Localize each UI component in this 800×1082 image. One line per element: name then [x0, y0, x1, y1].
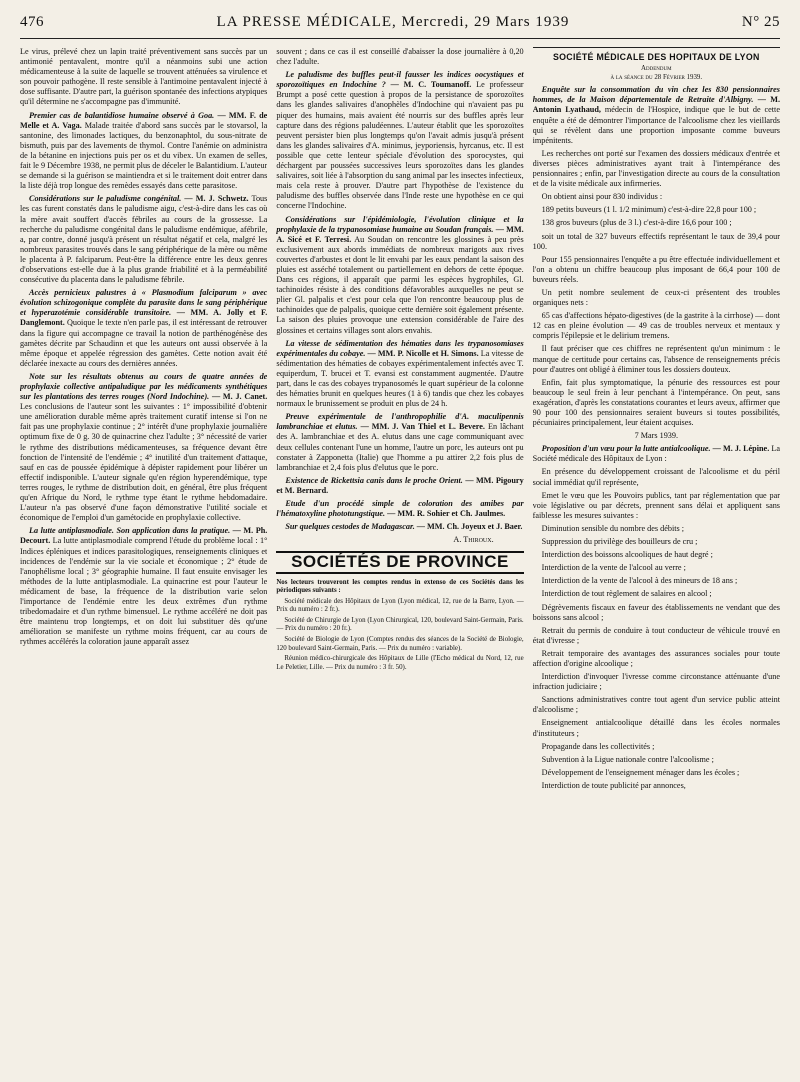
list-item: Sanctions administratives contre tout agent d'un service public atteint d'alcoolisme ;: [532, 695, 780, 715]
article-authors: — MM. J. Van Thiel et L. Bevere.: [360, 422, 485, 432]
article: [20, 372, 267, 523]
periodical-entry: Société de Chirurgie de Lyon (Lyon Chirurgical, 120, boulevard Saint-Germain, Paris. — Prix du numéro : 20 fr.).: [276, 616, 524, 633]
article: [276, 339, 523, 410]
article: [533, 444, 780, 464]
article-title: Considérations sur le paludisme congénital.: [29, 194, 182, 204]
article-title: Sur quelques cestodes de Madagascar.: [285, 522, 415, 532]
column-3: [533, 47, 780, 1077]
article-authors: — MM. Pigoury et M. Bernard.: [276, 475, 524, 495]
periodical-entry: Société médicale des Hôpitaux de Lyon (Lyon médical, 12, rue de la Barre, Lyon. — Prix du numéro : 2 fr.).: [276, 597, 524, 614]
list-item: Propagande dans les collectivités ;: [541, 741, 655, 751]
article-title: La vitesse de sédimentation des hématies dans les trypanosomiases expérimentales du cobaye.: [276, 338, 524, 358]
column-1: [20, 47, 267, 1077]
article-title: Accès pernicieux palustres à « Plasmodium falciparum » avec évolution schizogonique complète du parasite dans le sang périphérique et hyperazotémie considérable transitoire.: [20, 288, 268, 318]
column-2: [276, 47, 523, 1077]
page-number: 476: [20, 14, 44, 30]
session-date: à la séance du 28 Février 1939.: [610, 73, 703, 81]
article-body: La Société médicale des Hôpitaux de Lyon :: [532, 444, 780, 464]
paragraph: 65 cas d'affections hépato-digestives (de la gastrite à la cirrhose) — dont 12 cas en pleine évolution — 49 cas de troubles nerveux et mentaux y compris l'épilepsie et le delirium tremens.: [532, 311, 780, 341]
article-title: Premier cas de balantidiose humaine observé à Goa.: [29, 110, 215, 120]
paragraph: On obtient ainsi pour 830 individus :: [541, 192, 663, 202]
article-title: Existence de Rickettsia canis dans le proche Orient.: [285, 475, 463, 485]
list-item: Interdiction d'invoquer l'ivresse comme circonstance atténuante d'une infraction judiciaire ;: [532, 672, 780, 692]
article: [276, 70, 523, 211]
article-authors: — M. J. Canet.: [211, 392, 268, 402]
article: [20, 526, 267, 647]
periodical-entry: Réunion médico-chirurgicale des Hôpitaux de Lille (l'Echo médical du Nord, 12, rue Le Peletier, Lille. — Prix du numéro : 3 fr. 50).: [276, 655, 524, 671]
article-authors: — MM. F. de Melle et A. Vaga.: [20, 110, 268, 130]
signature: A. Thiroux.: [453, 535, 494, 545]
article-authors: — MM. Ch. Joyeux et J. Baer.: [416, 522, 523, 532]
article-body: Malade traitée d'abord sans succès par le stovarsol, la santonine, des limonades lactiques, du benzonaphtol, du sous-nitrate de bismuth, puis par des lavements de thymol. Contre l'anémie on administra de la bétanine en injections puis per os et du vibex. Un examen de selles, fait le 9 Décembre 1938, ne permit plus de déceler le Balantidium. L'auteur se demande si la guérison se maintiendra et si le traitement doit entrer dans la liste déjà trop longue des remèdes essayés dans cette parasitose.: [20, 120, 268, 191]
article-body: Au Soudan on rencontre les glossines à peu près exclusivement aux abords immédiats de nombreux marigots aux rives couvertes d'arbustes et dont le lit envahi par les eaux pendant la saison des pluies est asséché totalement ou partiellement en dehors de cette époque. Dans ces régions, il apparaît que parmi les espèces hygrophiles, Gl. tachinoides résiste à des conditions défavorables auxquelles ne peut se plier Gl. palpalis et c'est pour cela que l'on rencontre beaucoup plus de tachinoides que de palpalis, quoique cette dernière soit également présente. La saison des pluies provoque une extension considérable de l'aire des glossines et certains villages sont alors envahis.: [276, 234, 524, 335]
list-item: Enseignement antialcoolique détaillé dans les écoles normales d'instituteurs ;: [532, 718, 780, 738]
journal-title: LA PRESSE MÉDICALE, Mercredi, 29 Mars 1939: [216, 14, 570, 30]
article-title: Note sur les résultats obtenus au cours de quatre années de prophylaxie collective antipaludique par les médicaments synthétiques sur les plantations des terres rouges (Nord Indochine).: [20, 371, 268, 402]
article: [276, 412, 523, 473]
paragraph: Le virus, prélevé chez un lapin traité préventivement sans succès par un antimonié pentavalent, montre qu'il a néanmoins subi une action médicamenteuse à la suite de laquelle se trouvent atténuées sa virulence et son pouvoir pathogène. Il reste sensible à l'antimoine pentavalent injecté à dose suffisante. D'autre part, la guérison spontanée des infections atypiques qu'il détermine ne s'accompagne pas d'immunité.: [20, 47, 268, 107]
list-item: Suppression du privilège des bouilleurs de cru ;: [541, 537, 698, 547]
article: [276, 215, 523, 336]
list-item: Subvention à la Ligue nationale contre l'alcoolisme ;: [541, 754, 714, 764]
list-item: Retrait temporaire des avantages des assurances sociales pour toute affection d'origine alcoolique ;: [532, 648, 780, 668]
page-header: [20, 14, 780, 36]
article-title: Considérations sur l'épidémiologie, l'évolution clinique et la prophylaxie de la trypanosomiase humaine au Soudan français.: [276, 214, 524, 234]
paragraph: Enfin, fait plus symptomatique, la pénurie des ressources est pour beaucoup le seul frein à leur penchant à l'intempérance. On peut, sans exagération, d'après les constatations courantes et leurs aveux, affirmer que 90 pour 100 des pensionnaires seraient buveurs si toutes possibilités, pécuniaires principalement, leur étaient acquises.: [532, 377, 780, 428]
article-title: Enquête sur la consommation du vin chez les 830 pensionnaires hommes, de la Maison départementale de Retraite d'Albigny.: [532, 85, 780, 105]
list-item: Interdiction de tout règlement de salaires en alcool ;: [541, 589, 712, 599]
article-authors: — MM. A. Jolly et F. Danglemont.: [20, 308, 268, 328]
paragraph: En présence du développement croissant de l'alcoolisme et du péril social immédiat qu'il représente,: [532, 467, 780, 487]
article-title: Le paludisme des buffles peut-il fausser les indices oocystiques et sporozoïtiques en Indochine ?: [276, 70, 524, 90]
text-columns: [20, 47, 780, 1077]
section-title: SOCIÉTÉ MÉDICALE DES HOPITAUX DE LYON: [553, 52, 760, 62]
periodicals-list: [276, 579, 523, 673]
periodical-entry: Société de Biologie de Lyon (Comptes rendus des séances de la Société de Biologie, 120 boulevard Saint-Germain, Paris. — Prix du numéro : variable).: [276, 636, 524, 652]
article: [20, 288, 267, 369]
article: [276, 522, 523, 532]
article-body: Le professeur Brumpt a posé cette question à propos de la persistance de sporozoïtes dans les glandes salivaires d'anophèles d'Indochine qui n'avaient pas pu piquer des humains, mais avaient été nourris sur des buffles après leur capture dans des régions paludéennes. L'auteur établit que les sporozoïtes peuvent persister bien plus longtemps qu'on l'avait admis jusqu'à présent dans les glandes salivaires d'A. minimus, jeyporiensis, hyrcanus, etc. Il est possible que cette lenteur spéciale d'évolution des sporocystes, qui déchargent par poussées successives leurs sporozoïtes dans les glandes salivaires, soit liée à l'absorption du sang animal par les insectes infectieux, mais cela reste à prouver. D'autre part l'hypothèse de l'existence du paludisme des buffles observée dans l'Inde reste une hypothèse en ce qui concerne l'Indochine.: [276, 80, 524, 211]
list-item: Interdiction de la vente de l'alcool à des mineurs de 18 ans ;: [541, 576, 738, 586]
periodicals-intro: Nos lecteurs trouveront les comptes rendus in extenso de ces Sociétés dans les périodiques suivants :: [276, 578, 524, 595]
article-authors: — M. J. Lépine.: [712, 444, 770, 454]
article-authors: — MM. P. Nicolle et H. Simons.: [367, 348, 479, 358]
article-body: Les conclusions de l'auteur sont les suivantes : 1° impossibilité d'obtenir une amélioration durable même après traitement curatif intense si l'on ne fait pas une prophylaxie continue ; 2° intérêt d'une prophylaxie journalière optimum fixe de 0 g. 30 de quinacrine chez l'adulte ; 3° nécessité de varier le rythme des distributions médicamenteuses, sa fréquence devant être fonction de l'intensité de l'endémie ; 4° inutilité d'un traitement d'attaque, sauf en cas de poussée épidémique à dépister rapidement pour libérer un effectif indisponible. L'auteur signale qu'en région hyperendémique, type terres rouges, le rythme de distribution doit, en général, être plus fréquent qu'en Afrique du Nord, le rythme type étant le rythme hebdomadaire. L'auteur n'a pas observé d'une façon démonstrative l'utilité sociale et économique de l'emploi d'un gamétocide en prophylaxie collective.: [20, 402, 268, 523]
article-authors: — M. C. Toumanoff.: [390, 80, 472, 90]
article-body: La lutte antiplasmodiale comprend l'étude du problème local : 1° Indices épléniques et indices parasitologiques, renseignements cliniques et incidences de l'endémie sur la vie sociale et économique ; 2° étude de l'anophélisme local ; 3° géographie humaine. Il faut ensuite envisager les méthodes de la lutte antiplasmodiale. La quinacrine est pour l'auteur le médicament de base, la fréquence de la distribution varie selon l'importance de l'endémie entre les deux extrêmes d'un rythme tribedomadaire et d'un rythme bimensuel. Le rythme accéléré ne doit pas être maintenu trop longtemps, et on doit lui substituer dès qu'une amélioration se manifeste un rythme moins fréquent, car au cours de rythmes accélérés la coloration jaune apparaît assez: [20, 536, 268, 647]
section-rule: [533, 47, 780, 48]
article-title: Etude d'un procédé simple de coloration des amibes par l'hématoxyline phototungstique.: [276, 499, 524, 519]
article-authors: — M. J. Schwetz.: [184, 194, 249, 204]
list-item: Interdiction de la vente de l'alcool au verre ;: [541, 563, 686, 573]
article-authors: — M. Antonin Lyathaud,: [532, 95, 780, 115]
header-rule: [20, 38, 780, 39]
article-body: En lâchant des A. lambranchiae et des A. elutus dans une cage communiquant avec deux cellules contenant l'une un homme, l'autre un porc, les auteurs ont pu constater à Zapponetta (Italie) que l'homme a pu attirer 2,2 fois plus de lambranchiae et 2,4 fois plus d'elutus que le porc.: [276, 422, 524, 472]
article: [276, 476, 523, 496]
section-banner-provinces: SOCIÉTÉS DE PROVINCE: [276, 551, 523, 573]
list-item: Retrait du permis de conduire à tout conducteur de véhicule trouvé en état d'ivresse ;: [532, 625, 780, 645]
article-authors: — M. Ph. Decourt.: [20, 526, 268, 546]
list-item: Diminution sensible du nombre des débits ;: [541, 523, 685, 533]
article-body: Tous les cas furent constatés dans le paludisme aigu, c'est-à-dire dans les cas où la mère avait souffert d'accès fébriles au cours de la grossesse. La recherche du paludisme congénital dans le paludisme endémique, afébrile, a, par contre, donné jusqu'à présent un résultat négatif et cela, malgré les nombreux parasites trouvés dans le sang périphérique de la mère ou même le placenta à P. falciparum. Peut-être la différence entre les deux genres d'observations est-elle due à la plus grande friabilité et à la perméabilité consécutive du placenta dans le paludisme fébrile.: [20, 194, 268, 285]
article-title: La lutte antiplasmodiale. Son application dans la pratique.: [29, 526, 231, 536]
article: [20, 111, 267, 192]
paragraph: soit un total de 327 buveurs effectifs représentant le taux de 39,4 pour 100.: [532, 231, 780, 251]
article-authors: — MM. R. Sohier et Ch. Jaulmes.: [387, 509, 506, 519]
list-item: Interdiction des boissons alcooliques de haut degré ;: [541, 550, 713, 560]
article: [533, 85, 780, 146]
list-item: Interdiction de toute publicité par annonces,: [541, 780, 686, 790]
article-title: Proposition d'un vœu pour la lutte antialcoolique.: [541, 444, 711, 454]
addendum-label: Addendum: [641, 65, 672, 73]
article: [276, 499, 523, 519]
article-body: médecin de l'Hospice, indique que le but de cette enquête a été de démontrer l'importance de l'alcoolisme chez les vieillards qui se révèlent dans une proportion imposante comme buveurs impénitents.: [532, 105, 780, 145]
paragraph: 138 gros buveurs (plus de 3 l.) c'est-à-dire 16,6 pour 100 ;: [541, 218, 732, 228]
paragraph: 189 petits buveurs (1 l. 1/2 minimum) c'est-à-dire 22,8 pour 100 ;: [541, 205, 757, 215]
paragraph: Les recherches ont porté sur l'examen des dossiers médicaux d'entrée et diverses pièces administratives ayant trait à l'intempérance des pensionnaires ; enfin, par l'investigation directe au cours de la consultation et de la visite médicale aux infirmeries.: [532, 148, 780, 189]
article-body: La vitesse de sédimentation des hématies de cobayes expérimentalement infectés avec T. equiperdum, T. brucei et T. evansi est constamment augmentée. D'autre part, dans le cas des cobayes trypanosomés le quart supérieur de la colonne des hématies brunit en quelques heures (1 à 6) tandis que chez les cobayes normaux le brunissement se produit en plus de 24 h.: [276, 348, 524, 409]
list-item: Dégrèvements fiscaux en faveur des établissements ne vendant que des boissons sans alcool ;: [532, 602, 780, 622]
paragraph: Un petit nombre seulement de ceux-ci présentent des troubles organiques nets :: [532, 287, 780, 308]
issue-number: N° 25: [741, 14, 780, 30]
article-title: Preuve expérimentale de l'anthropophilie d'A. maculipennis lambranchiae et elutus.: [276, 412, 524, 432]
paragraph: Pour 155 pensionnaires l'enquête a pu être effectuée individuellement et l'on a obtenu un chiffre beaucoup plus imposant de 66,4 pour 100 de buveurs réels.: [532, 254, 780, 284]
paragraph: souvent ; dans ce cas il est conseillé d'abaisser la dose journalière à 0,20 chez l'adulte.: [276, 47, 524, 67]
article-authors: — MM. A. Sicé et F. Terresi.: [276, 224, 524, 244]
paragraph: Il faut préciser que ces chiffres ne représentent qu'un minimum : le manque de certitude pour certains cas, l'absence de renseignements précis pour d'autres ont obligé à éliminer tous les dossiers douteux.: [532, 344, 780, 374]
article-body: Quoique le texte n'en parle pas, il est intéressant de retrouver dans la figure qui accompagne ce travail la notion de parthénogénèse des gamètes décrite par Schaudinn et que les auteurs ont aussi observée à la même époque et appelée régression des gamètes. Cette notion avait été déclarée inexacte au cours des dernières années.: [20, 318, 268, 368]
list-item: Développement de l'enseignement ménager dans les écoles ;: [541, 767, 740, 777]
paragraph: Emet le vœu que les Pouvoirs publics, tant par réglementation que par voie législative ou par décrets, prennent sans délai et appliquent sans faiblesse les mesures suivantes :: [532, 490, 780, 520]
article: [20, 194, 267, 285]
session-date-heading: 7 Mars 1939.: [634, 431, 679, 441]
